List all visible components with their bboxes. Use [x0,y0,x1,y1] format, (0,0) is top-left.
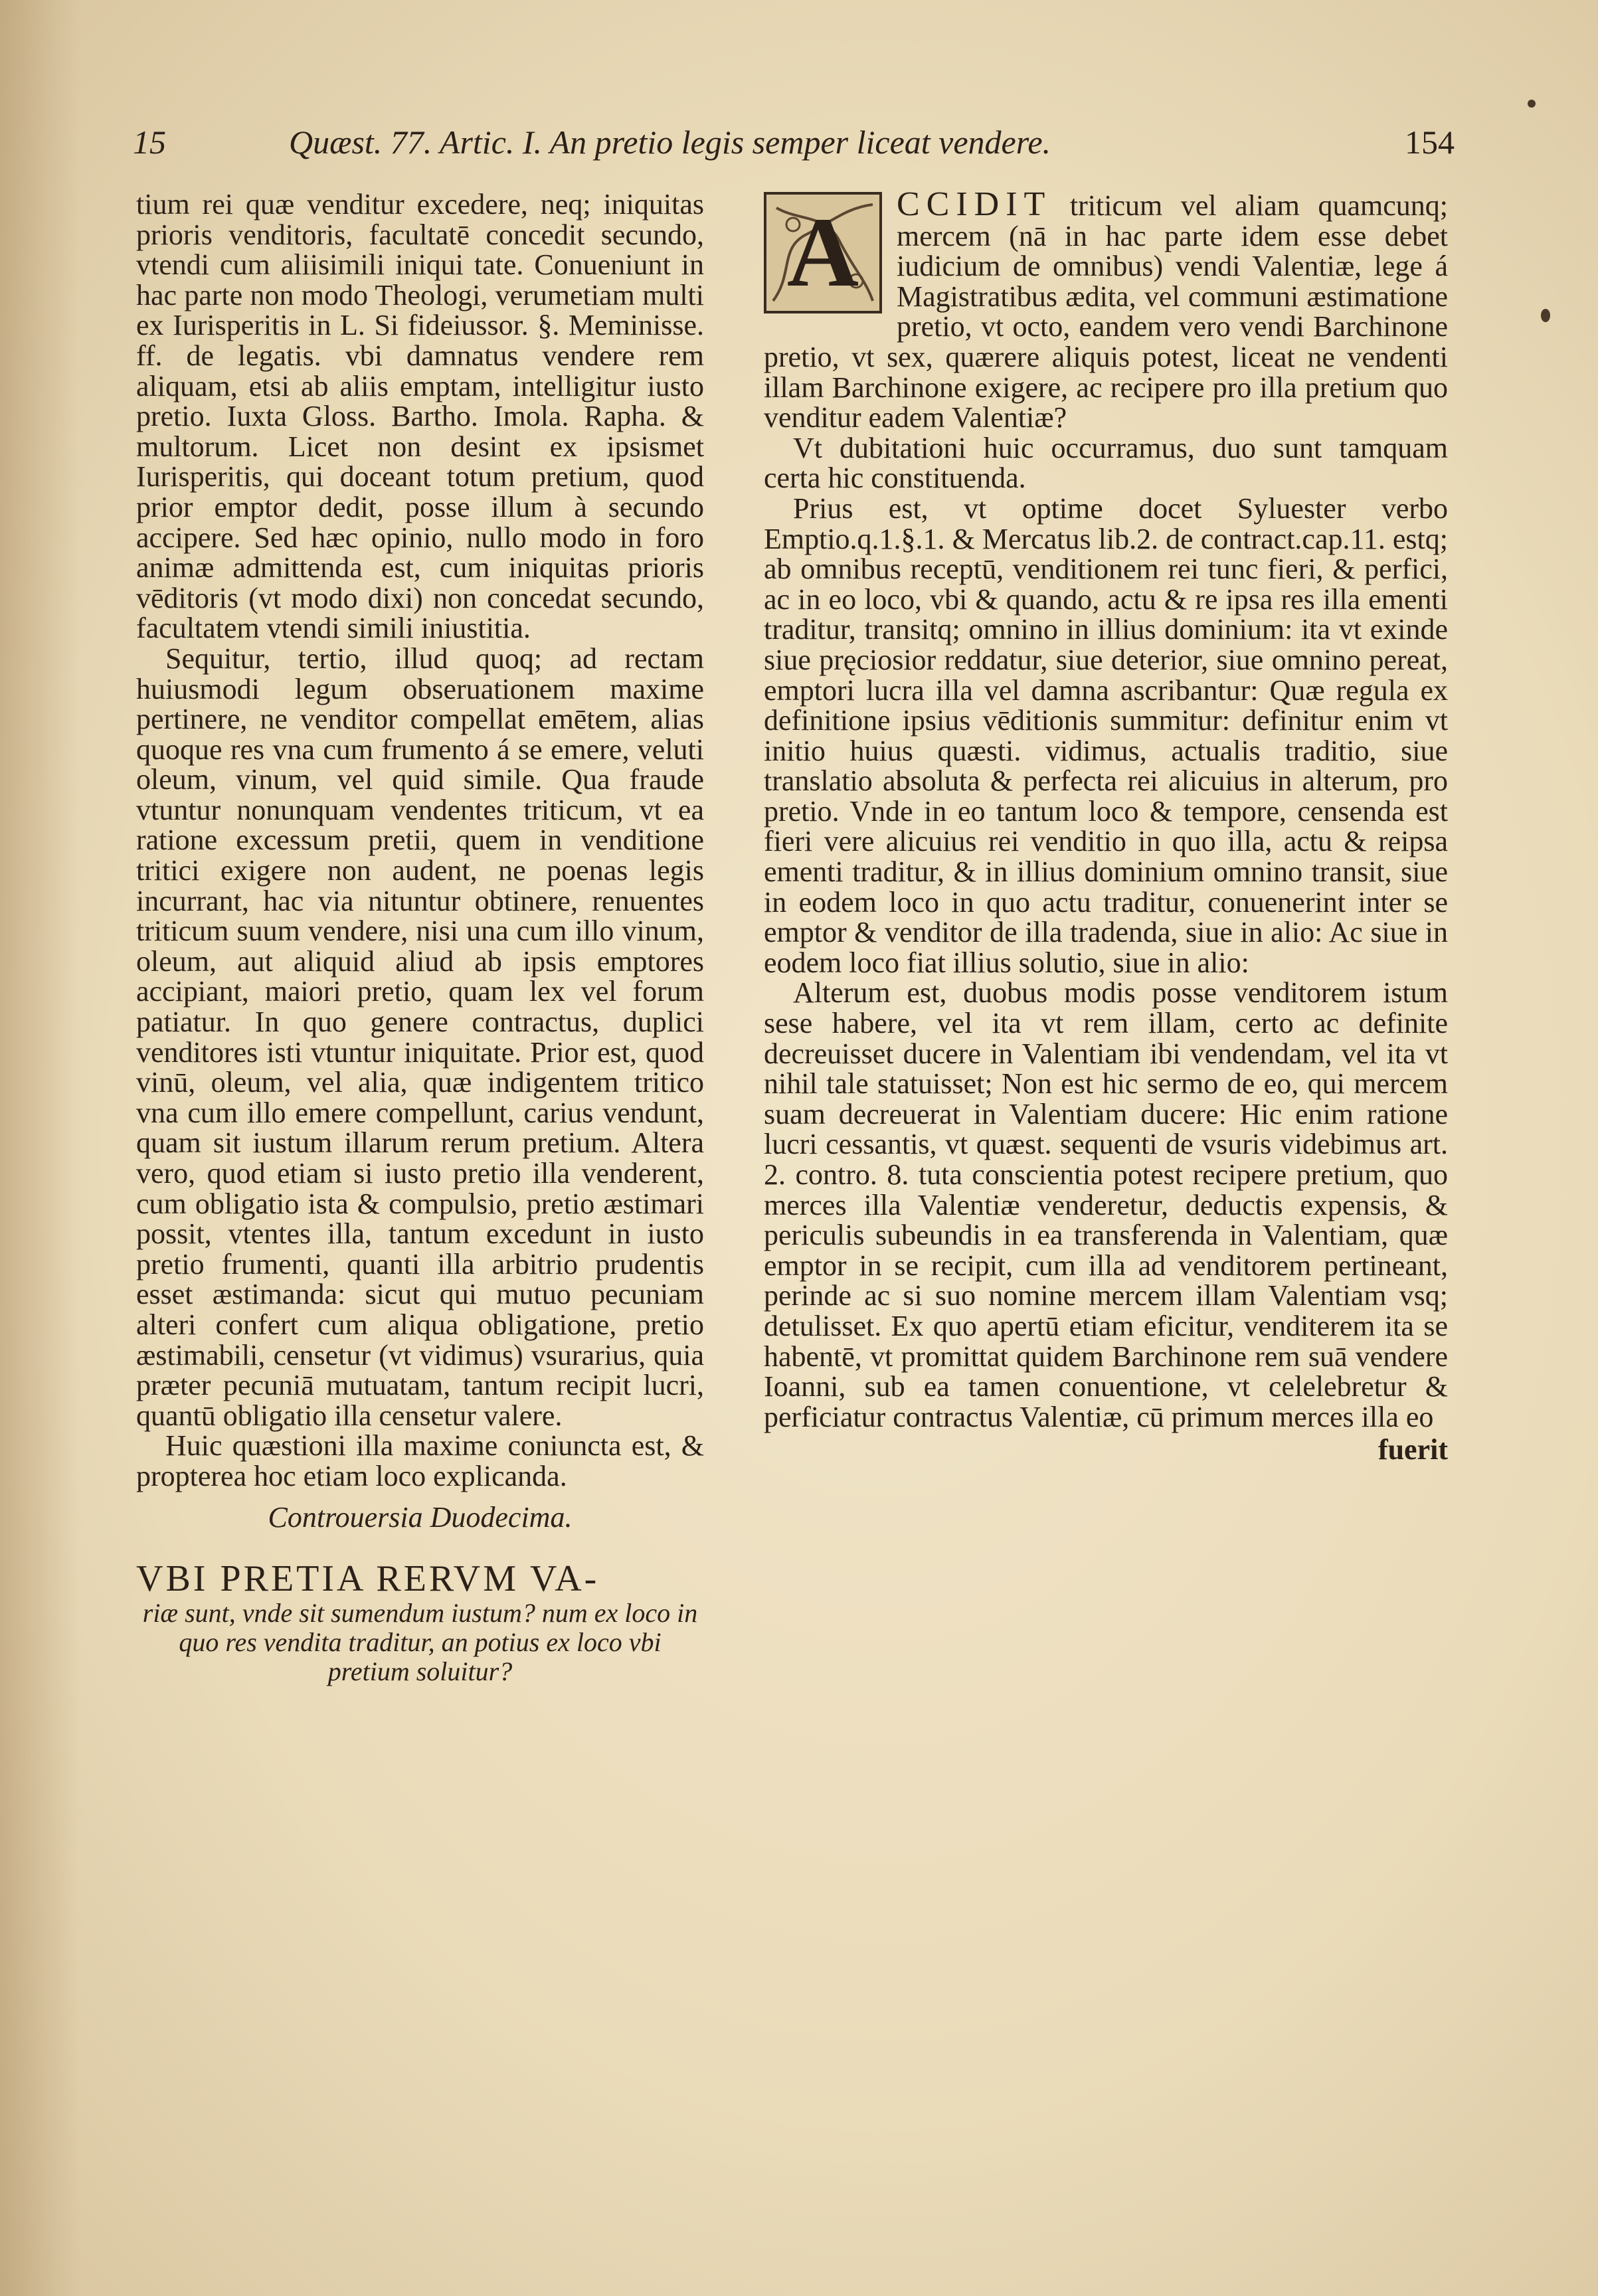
folio-number-left: 15 [133,124,166,161]
catchword: fuerit [1377,1433,1448,1466]
running-header [133,123,1455,176]
left-column [136,189,704,1686]
controversy-heading: Controuersia Duodecima. [268,1500,573,1534]
lead-caps-word: CCIDIT [897,185,1052,223]
right-paragraph-3: Prius est, vt optime docet Syluester verbo Emptio.q.1.§.1. & Mercatus lib.2. de contract.cap.11. estq; ab omnibus receptū, venditionem rei tunc fieri, & perfici, ac in eo loco, vbi & quando, actu & re ipsa res illa ementi traditur, transitq; omnino in illius dominium: ita vt exinde siue pręciosior reddatur, siue deterior, siue omnino pereat, emptori lucra illa vel damna ascribantur: Quæ regula ex definitione ipsius vēditionis summitur: definitur enim vt initio huius quæsti. vidimus, actualis traditio, siue translatio absoluta & perfecta rei alicuius in alterum, pro pretio. Vnde in eo tantum loco & tempore, censenda est fieri vere alicuius rei venditio in quo illa, actu & reipsa ementi traditur, & in illius dominium omnino transit, siue in eodem loco in quo actu traditur, conuenerint inter se emptor & venditor de illa tradenda, siue in alio: Ac siue in eodem loco fiat illius solutio, siue in alio: [764,491,1448,979]
left-paragraph-3: Huic quæstioni illa maxime coniuncta est, & propterea hoc etiam loco explicanda. [136,1429,704,1492]
running-head-title: Quæst. 77. Artic. I. An pretio legis semper liceat vendere. [289,124,1051,161]
folio-number-right: 154 [1405,124,1455,161]
right-paragraph-4: Alterum est, duobus modis posse venditorem istum sese habere, vel ita vt rem illam, certo ac definite decreuisset ducere in Valentiam ibi vendendam, vel ita vt nihil tale statuisset; Non est hic sermo de eo, qui mercem suam decreuerat in Valentiam ducere: Hic enim ratione lucri cessantis, vt quæst. sequenti de vsuris videbimus art. 2. contro. 8. tuta conscientia potest recipere pretium, quo merces illa Valentiæ venderetur, deductis expensis, & periculis subeundis in ea transferenda in Valentiam, quæ emptor in se recipit, cum illa ad venditorem pertineant, perinde ac si suo nomine mercem illam Valentiam vsq; detulisset. Ex quo apertū etiam eficitur, venditerem ita se habentē, vt promittat quidem Barchinone rem suā vendere Ioanni, sub ea tamen conuentione, vt celelebretur & perficiatur contractus Valentiæ, cū primum merces illa eo [764,976,1448,1433]
ink-speck [1528,100,1536,108]
right-paragraph-1-text: triticum vel aliam quamcunq; mercem (nā in hac parte idem esse debet iudicium de omnibus) vendi Valentiæ, lege á Magistratibus ædita, vel communi æstimatione pretio, vt octo, eandem vero vendi Barchinone pretio, vt sex, quærere aliquis potest, liceat ne vendenti illam Barchinone exigere, ac recipere pro illa pretium quo venditur eadem Valentiæ? [764,189,1448,434]
decorated-initial [764,192,882,313]
left-paragraph-1: tium rei quæ venditur excedere, neq; iniquitas prioris venditoris, facultatē concedit secundo, vtendi cum aliisimili iniqui tate. Conueniunt in hac parte non modo Theologi, verumetiam multi ex Iurisperitis in L. Si fideiussor. §. Meminisse. ff. de legatis. vbi damnatus vendere rem aliquam, etsi ab aliis emptam, intelligitur iusto pretio. Iuxta Gloss. Bartho. Imola. Rapha. & multorum. Licet non desint ex ipsismet Iurisperitis, qui doceant totum pretium, quod prior emptor dedit, posse illum à secundo accipere. Sed hæc opinio, nullo modo in foro animæ admittenda est, cum iniquitas prioris vēditoris (vt modo dixi) non concedat secundo, facultatem vtendi simili iniustitia. [136,188,704,645]
question-text: riæ sunt, vnde sit sumendum iustum? num ex loco in quo res vendita traditur, an potius ex loco vbi pretium soluitur? [142,1598,698,1687]
ink-speck [1541,309,1550,322]
question-caps-line: VBI PRETIA RERVM VA- [136,1558,600,1600]
left-paragraph-2: Sequitur, tertio, illud quoq; ad rectam huiusmodi legum obseruationem maxime pertinere, ne venditor compellat emētem, alias quoque res vna cum frumento á se emere, veluti oleum, vinum, vel quid simile. Qua fraude vtuntur nonunquam vendentes triticum, vt ea ratione excessum pretii, quem in venditione tritici exigere non audent, ne poenas legis incurrant, hac via nituntur obtinere, renuentes triticum suum vendere, nisi una cum illo vinum, oleum, aut aliquid aliud ab ipsis emptores accipiant, maiori pretio, quam lex vel forum patiatur. In quo genere contractus, duplici venditores isti vtuntur iniquitate. Prior est, quod vinū, oleum, vel alia, quæ indigentem tritico vna cum illo emere compellunt, carius vendunt, quam sit iustum illarum rerum pretium. Altera vero, quod etiam si iusto pretio illa venderent, cum obligatio ista & compulsio, pretio æstimari possit, vtentes illa, tantum excedunt in iusto pretio frumenti, quanti illa arbitrio prudentis esset æstimanda: sicut qui mutuo pecuniam alteri confert cum aliqua obligatione, pretio æstimabili, censetur (vt vidimus) vsurarius, quia præter pecuniā mutuatam, tantum recipit lucri, quantū obligatio illa censetur valere. [136,642,704,1432]
right-paragraph-2: Vt dubitationi huic occurramus, duo sunt tamquam certa hic constituenda. [764,431,1448,495]
right-column [764,185,1448,1466]
initial-letter: A [786,197,859,308]
page-edge-stain [0,0,80,2296]
